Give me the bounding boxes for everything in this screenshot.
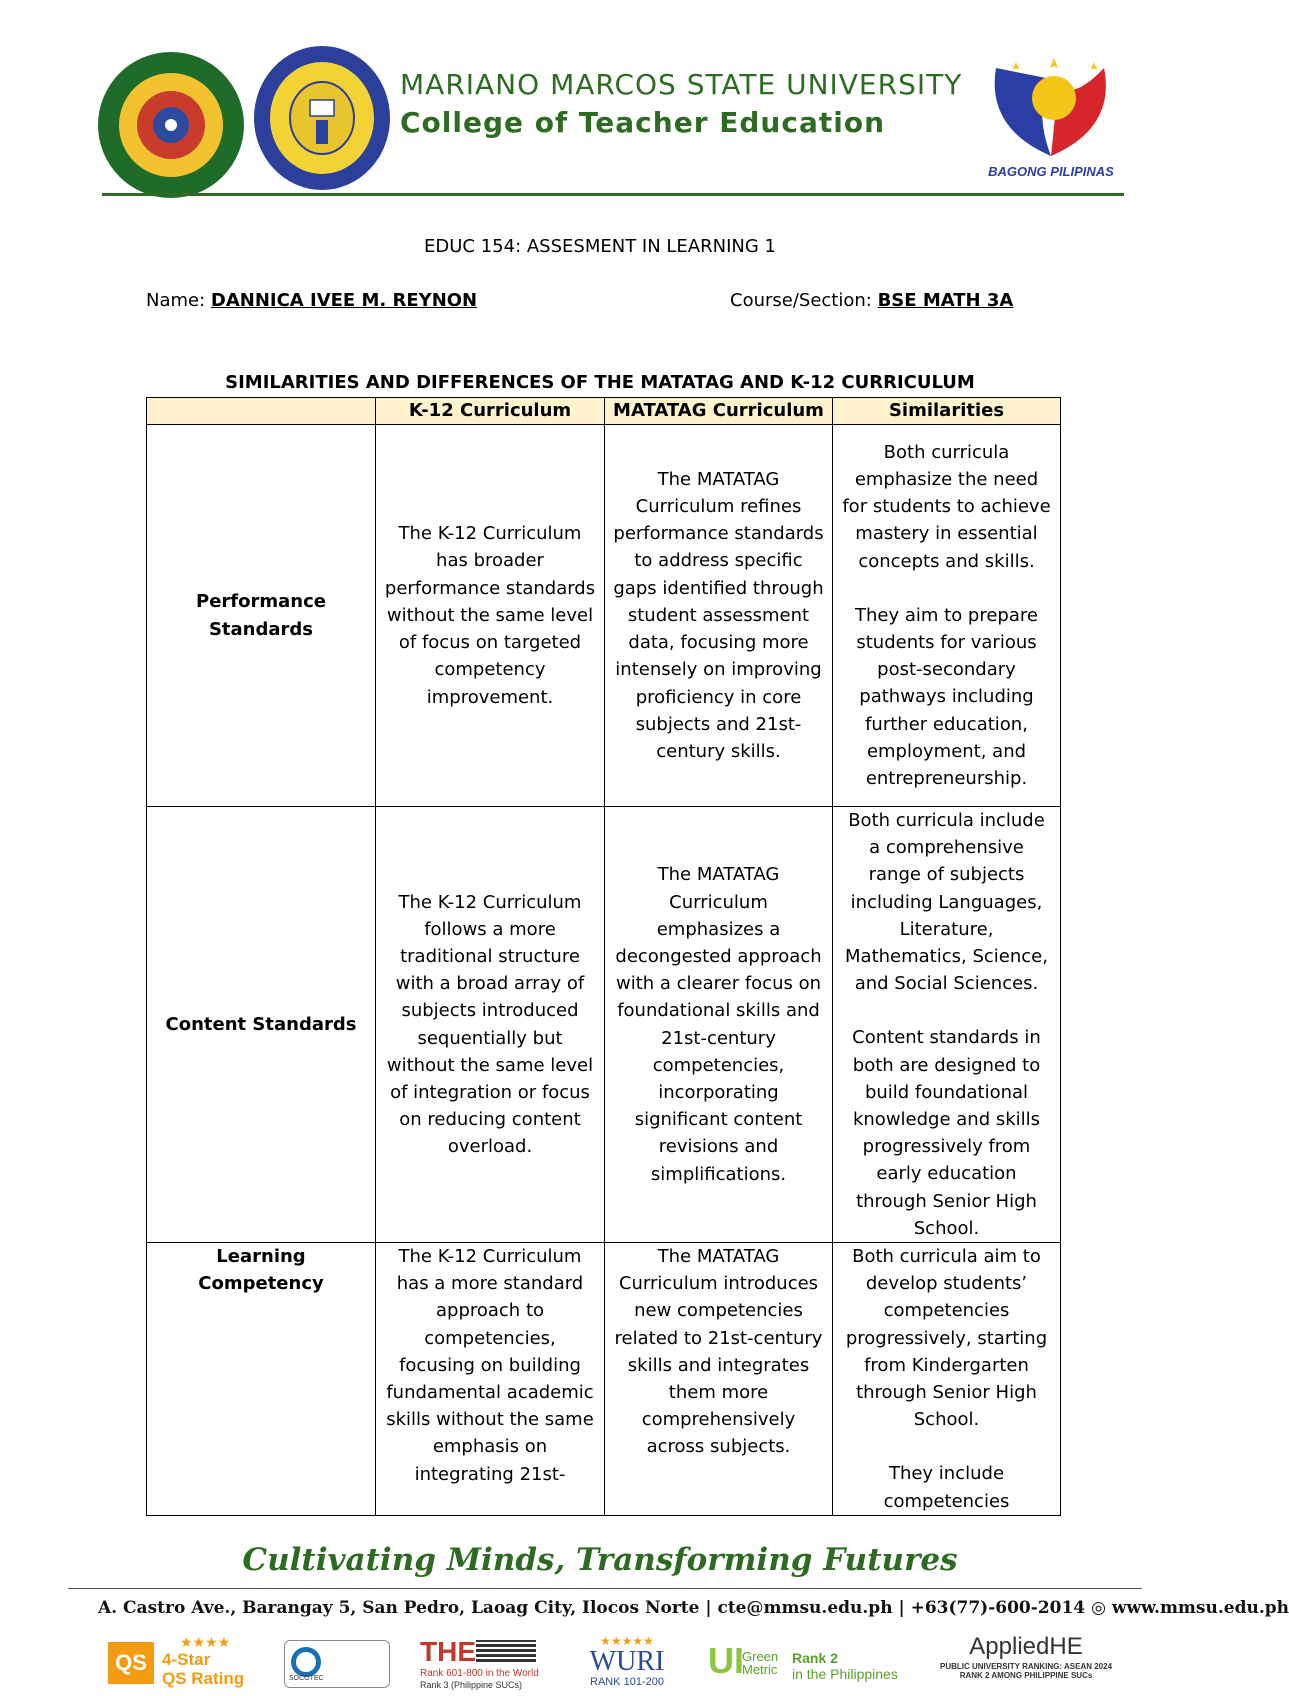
- header-k12: K-12 Curriculum: [376, 398, 605, 425]
- k12-cell: The K-12 Curriculum has a more standard approach to competencies, focusing on building fundamental academic skills without the same emphasis on integrating 21st-: [376, 1243, 605, 1516]
- section-label: Course/Section:: [730, 290, 878, 311]
- cte-seal-graphic: [252, 44, 392, 192]
- similarities-para-2: They include competencies: [883, 1463, 1010, 1512]
- footer-divider: [68, 1588, 1142, 1589]
- similarities-cell: [833, 1243, 1061, 1516]
- row-label: Content Standards: [147, 807, 376, 1243]
- qs-stars: ★★★★: [180, 1634, 231, 1650]
- similarities-para-1: Both curricula include a comprehensive range of subjects including Languages, Literature, Mathematics, Science, and Social Sciences.: [845, 810, 1048, 995]
- matatag-cell: The MATATAG Curriculum introduces new competencies related to 21st-century skills and integrates them more comprehensively across subjects.: [605, 1243, 833, 1516]
- the-bars: [476, 1640, 536, 1662]
- website-text: www.mmsu.edu.ph: [1111, 1598, 1289, 1618]
- qs-line2: QS Rating: [162, 1669, 245, 1688]
- similarities-para-2: They aim to prepare students for various post-secondary pathways including further education, employment, and entrepreneurship.: [855, 604, 1038, 790]
- table-row: [147, 807, 1061, 1243]
- the-logo: THE: [420, 1636, 476, 1667]
- socotec-badge: [284, 1640, 390, 1688]
- wuri-rank: RANK 101-200: [590, 1676, 664, 1688]
- ui-rank1: Rank 2: [792, 1650, 838, 1666]
- row-label: Learning Competency: [147, 1243, 376, 1516]
- college-name: College of Teacher Education: [400, 106, 886, 139]
- wuri-logo: WURI: [589, 1646, 665, 1677]
- ui-logo: UI: [708, 1640, 744, 1681]
- ui-text: Green Metric: [742, 1649, 779, 1677]
- the-ranking-badge: [420, 1636, 560, 1692]
- socotec-icon: [291, 1647, 321, 1677]
- mmsu-seal: [98, 52, 244, 198]
- university-name: MARIANO MARCOS STATE UNIVERSITY: [400, 68, 963, 101]
- matatag-cell: The MATATAG Curriculum emphasizes a decongested approach with a clearer focus on foundational skills and 21st-century competencies, incorporating significant content revisions and simplifications.: [605, 807, 833, 1243]
- name-line: [146, 290, 477, 311]
- course-section: BSE MATH 3A: [877, 290, 1014, 311]
- similarities-para-1: Both curricula aim to develop students’ competencies progressively, starting from Kindergarten through Senior High School.: [845, 1246, 1048, 1431]
- header-blank: [147, 398, 376, 425]
- similarities-para-2: Content standards in both are designed to build foundational knowledge and skills progressively from early education through Senior High School.: [852, 1027, 1041, 1239]
- table-row: [147, 1243, 1061, 1516]
- ui-rank2: in the Philippines: [792, 1666, 898, 1682]
- similarities-cell: [833, 807, 1061, 1243]
- similarities-cell: [833, 425, 1061, 807]
- header-matatag: MATATAG Curriculum: [605, 398, 833, 425]
- header-similarities: Similarities: [833, 398, 1061, 425]
- name-label: Name:: [146, 290, 211, 311]
- wuri-stars: ★★★★★: [600, 1634, 654, 1648]
- comparison-table: [146, 397, 1061, 1516]
- header-divider: [102, 193, 1124, 196]
- matatag-cell: The MATATAG Curriculum refines performance standards to address specific gaps identified through student assessment data, focusing more intensely on improving proficiency in core subjects and 21st-century skills.: [605, 425, 833, 807]
- row-label: Performance Standards: [147, 425, 376, 807]
- the-line1: Rank 601-800 in the World: [420, 1668, 539, 1679]
- bagong-pilipinas-label: BAGONG PILIPINAS: [988, 164, 1114, 179]
- bagong-pilipinas-graphic: [976, 38, 1126, 162]
- wuri-badge: [572, 1634, 682, 1692]
- address-text: A. Castro Ave., Barangay 5, San Pedro, Laoag City, Ilocos Norte | cte@mmsu.edu.ph | +63(77)-600-2014: [98, 1598, 1086, 1618]
- k12-cell: The K-12 Curriculum has broader performance standards without the same level of focus on targeted competency improvement.: [376, 425, 605, 807]
- mmsu-seal-graphic: [98, 52, 244, 198]
- footer-motto: Cultivating Minds, Transforming Futures: [242, 1542, 958, 1578]
- appliedhe-badge: [936, 1634, 1116, 1692]
- globe-icon: ◎: [1091, 1598, 1106, 1618]
- qs-logo: QS: [108, 1642, 154, 1684]
- ui-greenmetric-badge: [708, 1634, 918, 1692]
- cte-seal: [252, 44, 392, 192]
- qs-line1: 4-Star: [162, 1650, 211, 1669]
- student-name: DANNICA IVEE M. REYNON: [210, 290, 478, 311]
- the-line2: Rank 3 (Philippine SUCs): [420, 1680, 523, 1690]
- applied-line1: PUBLIC UNIVERSITY RANKING: ASEAN 2024: [939, 1662, 1113, 1671]
- applied-line2: RANK 2 AMONG PHILIPPINE SUCs: [959, 1671, 1093, 1680]
- socotec-label: SOCOTEC: [289, 1675, 324, 1682]
- course-title: EDUC 154: ASSESMENT IN LEARNING 1: [424, 236, 776, 257]
- applied-logo: AppliedHE: [969, 1633, 1083, 1660]
- section-line: [730, 290, 1013, 311]
- bagong-pilipinas-logo: [976, 38, 1126, 188]
- table-row: [147, 425, 1061, 807]
- table-header-row: [147, 398, 1061, 425]
- footer-address: [98, 1598, 1289, 1618]
- k12-cell: The K-12 Curriculum follows a more traditional structure with a broad array of subjects introduced sequentially but without the same level of integration or focus on reducing content overload.: [376, 807, 605, 1243]
- similarities-para-1: Both curricula emphasize the need for students to achieve mastery in essential concepts and skills.: [842, 441, 1051, 572]
- table-title: SIMILARITIES AND DIFFERENCES OF THE MATATAG AND K-12 CURRICULUM: [225, 372, 975, 393]
- qs-rating-badge: [108, 1634, 278, 1690]
